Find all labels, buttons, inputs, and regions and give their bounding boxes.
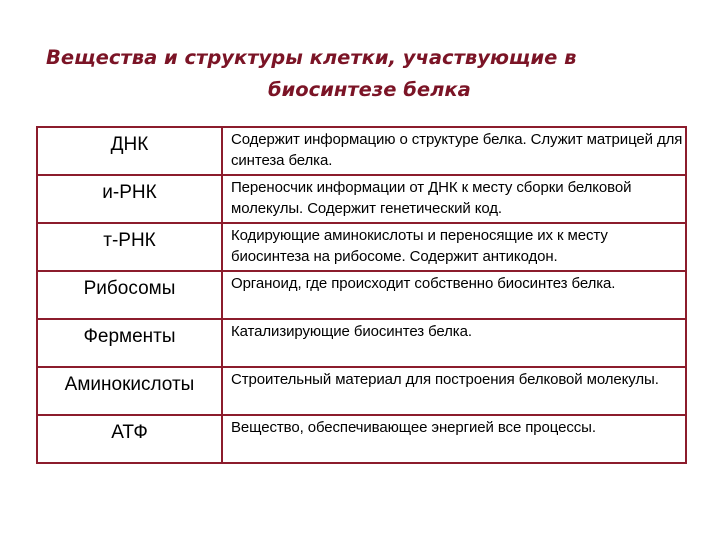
biosynthesis-table [36,126,687,464]
term-cell: и-РНК [37,175,222,223]
term-cell: Рибосомы [37,271,222,319]
table-row [37,127,686,175]
description-cell: Вещество, обеспечивающее энергией все процессы. [222,415,686,463]
description-cell: Переносчик информации от ДНК к месту сборки белковой молекулы. Содержит генетический код. [222,175,686,223]
description-cell: Катализирующие биосинтез белка. [222,319,686,367]
title-line-1: Вещества и структуры клетки, участвующие в [46,46,577,69]
table-row [37,415,686,463]
table-row [37,223,686,271]
table-row [37,271,686,319]
description-cell: Органоид, где происходит собственно биосинтез белка. [222,271,686,319]
term-cell: АТФ [37,415,222,463]
table-row [37,175,686,223]
term-cell: Ферменты [37,319,222,367]
title-line-2: биосинтезе белка [268,78,471,101]
table-row [37,367,686,415]
description-cell: Строительный материал для построения белковой молекулы. [222,367,686,415]
description-cell: Кодирующие аминокислоты и переносящие их к месту биосинтеза на рибосоме. Содержит антикодон. [222,223,686,271]
term-cell: Аминокислоты [37,367,222,415]
term-cell: ДНК [37,127,222,175]
slide-title [30,42,690,106]
description-cell: Содержит информацию о структуре белка. Служит матрицей для синтеза белка. [222,127,686,175]
term-cell: т-РНК [37,223,222,271]
table-row [37,319,686,367]
